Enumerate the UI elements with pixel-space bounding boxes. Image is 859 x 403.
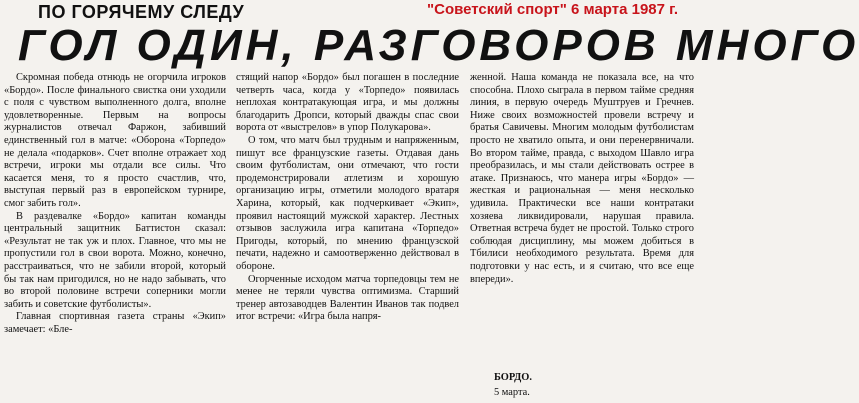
article-headline: ГОЛ ОДИН, РАЗГОВОРОВ МНОГО: [18, 21, 859, 70]
paragraph: стящий напор «Бордо» был погашен в последние четверть часа, когда у «Торпедо» появилась неплохая контратакующая игра, и мы должны благодарить Дропси, который дважды спас свои ворота от «выстрелов» в упор Полукарова».: [236, 72, 459, 134]
rubric-kicker: ПО ГОРЯЧЕМУ СЛЕДУ: [38, 2, 245, 22]
dateline-date: 5 марта.: [494, 387, 530, 398]
paragraph: О том, что матч был трудным и напряженным, пишут все французские газеты. Отдавая дань своим футболистам, они отмечают, что гости продемонстрировали атлетизм и хорошую организацию игры, отметили молодого вратаря Харина, который, как подчеркивает «Экип», проявил настоящий мужской характер. Лестных отзывов заслужила игра капитана «Торпедо» Пригоды, который, по мнению французской печати, надежно и самоотверженно действовал в обороне.: [236, 134, 459, 272]
paragraph: женной. Наша команда не показала все, на что способна. Плохо сыграла в первом тайме средняя линия, в первую очередь Муштруев и Гречнев. Ниже своих возможностей провели встречу и братья Савичевы. Многим молодым футболистам просто не хватило опыта, и они перенервничали. Во втором тайме, правда, с выходом Шавло игра преобразилась, и мы стали действовать острее в атаке. Признаюсь, что манера игры «Бордо» — жесткая и рациональная — меня несколько удивила. Практически все наши контратаки хозяева ликвидировали, нарушая правила. Ответная встреча будет не простой. Только строго соблюдая дисциплину, мы можем добиться в Тбилиси необходимого результата. Время для подготовки у нас есть, и я считаю, что все еще впереди».: [470, 72, 694, 285]
source-caption: "Советский спорт" 6 марта 1987 г.: [427, 1, 679, 18]
paragraph: Главная спортивная газета страны «Экип» замечает: «Бле-: [4, 311, 226, 335]
paragraph: В раздевалке «Бордо» капитан команды центральный защитник Баттистон сказал: «Результат не так уж и плох. Главное, что мы не пропустили гол в свои ворота. Можно, конечно, расстраиваться, что не забили второй, который бы так нам пригодился, но не надо забывать, что во второй половине встречи соперники могли забить и советские футболисты».: [4, 210, 226, 310]
paragraph: Скромная победа отнюдь не огорчила игроков «Бордо». После финального свистка они уходили с поля с чувством выполненного долга, вполне удовлетворенные. Первым на вопросы журналистов отвечал Фаржон, забивший единственный гол в матче: «Оборона «Торпедо» не делала «подарков». Счет вполне отражает ход встречи, игроки мы отдали все силы. Что касается меня, то я просто счастлив, что, выступая первый раз в европейском турнире, смог забить гол».: [4, 72, 226, 209]
article-column-2: [236, 72, 459, 400]
dateline-city: БОРДО.: [494, 372, 532, 383]
article-column-3: [470, 72, 694, 370]
article-column-1: [4, 72, 226, 400]
paragraph: Огорченные исходом матча торпедовцы тем не менее не теряли чувства оптимизма. Старший тренер автозаводцев Валентин Иванов так подвел итог встречи: «Игра была напря-: [236, 273, 459, 323]
